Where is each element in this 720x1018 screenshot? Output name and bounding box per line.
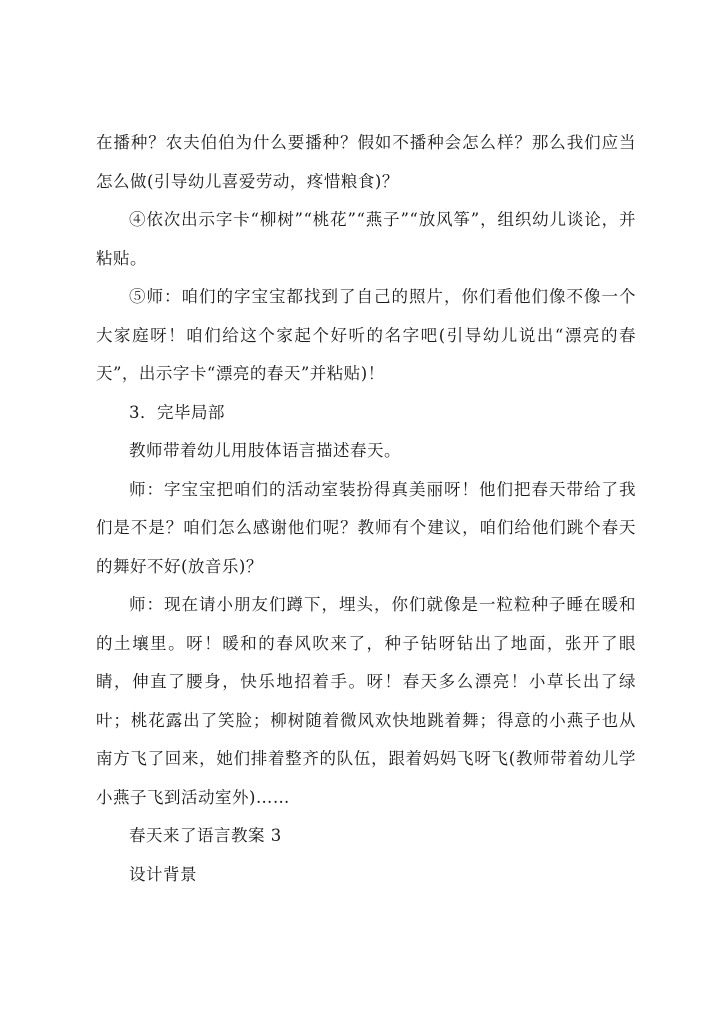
lesson-title: 春天来了语言教案 3 (129, 826, 282, 845)
paragraph-teacher-family: ⑤师：咱们的字宝宝都找到了自己的照片，你们看他们像不像一个大家庭呀！咱们给这个家起个好听的名字吧(引导幼儿说出“漂亮的春天”，出示字卡“漂亮的春天”并粘贴)！ (96, 287, 636, 383)
paragraph-teacher-seeds: 师：现在请小朋友们蹲下，埋头，你们就像是一粒粒种子睡在暖和的土壤里。呀！暖和的春风吹来了，种子钻呀钻出了地面，张开了眼睛，伸直了腰身，快乐地招着手。呀！春天多么漂亮！小草长出了绿叶；桃花露出了笑脸；柳树随着微风欢快地跳着舞；得意的小燕子也从南方飞了回来，她们排着整齐的队伍，跟着妈妈飞呀飞(教师带着幼儿学小燕子飞到活动室外)…… (96, 595, 636, 807)
section-heading-ending: 3．完毕局部 (129, 402, 225, 422)
paragraph-body-language: 教师带着幼儿用肢体语言描述春天。 (129, 441, 401, 460)
section-heading-design-background: 设计背景 (129, 864, 197, 884)
paragraph-word-cards: ④依次出示字卡“柳树”“桃花”“燕子”“放风筝”，组织幼儿谈论，并粘贴。 (96, 210, 636, 268)
paragraph-teacher-dance: 师：字宝宝把咱们的活动室装扮得真美丽呀！他们把春天带给了我们是不是？咱们怎么感谢他们呢？教师有个建议，咱们给他们跳个春天的舞好不好(放音乐)？ (96, 479, 636, 576)
document-body (96, 124, 636, 894)
paragraph-sowing-questions: 在播种？农夫伯伯为什么要播种？假如不播种会怎么样？那么我们应当怎么做(引导幼儿喜爱劳动，疼惜粮食)？ (96, 133, 636, 191)
